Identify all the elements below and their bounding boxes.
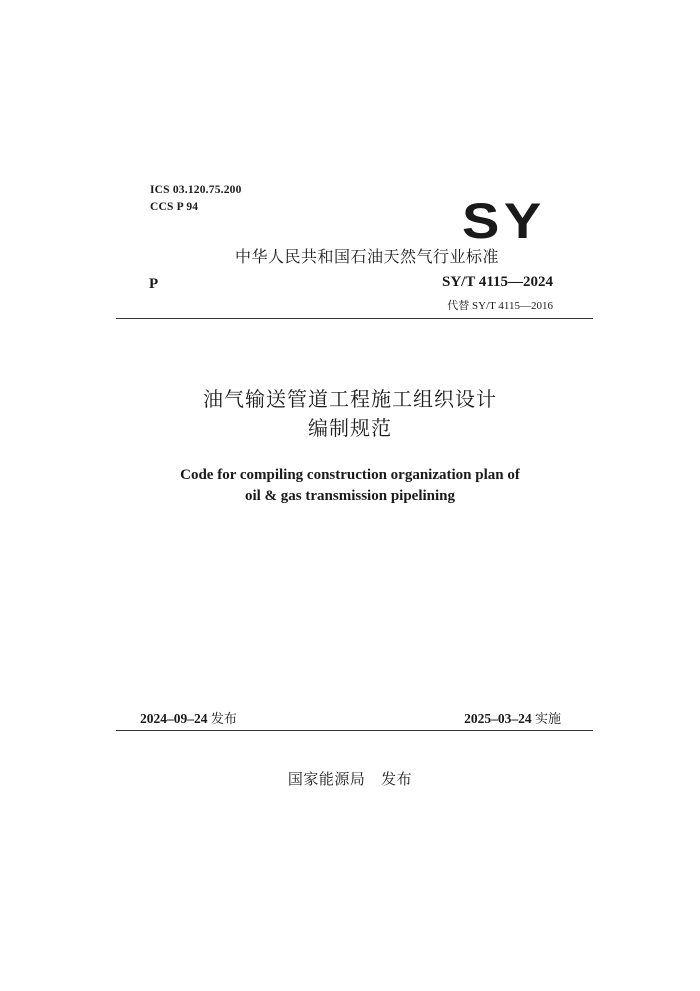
standard-number: SY/T 4115—2024	[442, 274, 553, 290]
bottom-divider	[116, 730, 593, 731]
implementation-date	[400, 708, 561, 727]
supersedes-note: 代替 SY/T 4115—2016	[447, 300, 553, 312]
issue-date-label: 发布	[210, 712, 237, 727]
issuing-authority: 国家能源局 发布	[287, 770, 413, 788]
title-chinese-line-2: 编制规范	[308, 416, 392, 440]
title-english-line-1: Code for compiling construction organization plan of	[180, 467, 520, 483]
ccs-code: CCS P 94	[150, 201, 199, 213]
title-chinese-line-1: 油气输送管道工程施工组织设计	[203, 387, 497, 411]
title-english-line-2: oil & gas transmission pipelining	[244, 488, 456, 504]
implementation-date-label: 实施	[534, 712, 561, 727]
implementation-date-value: 2025–03–24	[464, 711, 532, 726]
issue-date	[140, 708, 237, 727]
issue-date-value: 2024–09–24	[140, 711, 208, 726]
top-divider	[116, 318, 593, 319]
sy-logo: SY	[462, 193, 546, 249]
classification-letter: P	[149, 276, 159, 292]
ics-code: ICS 03.120.75.200	[150, 184, 242, 196]
industry-standard-heading: 中华人民共和国石油天然气行业标准	[235, 247, 500, 266]
